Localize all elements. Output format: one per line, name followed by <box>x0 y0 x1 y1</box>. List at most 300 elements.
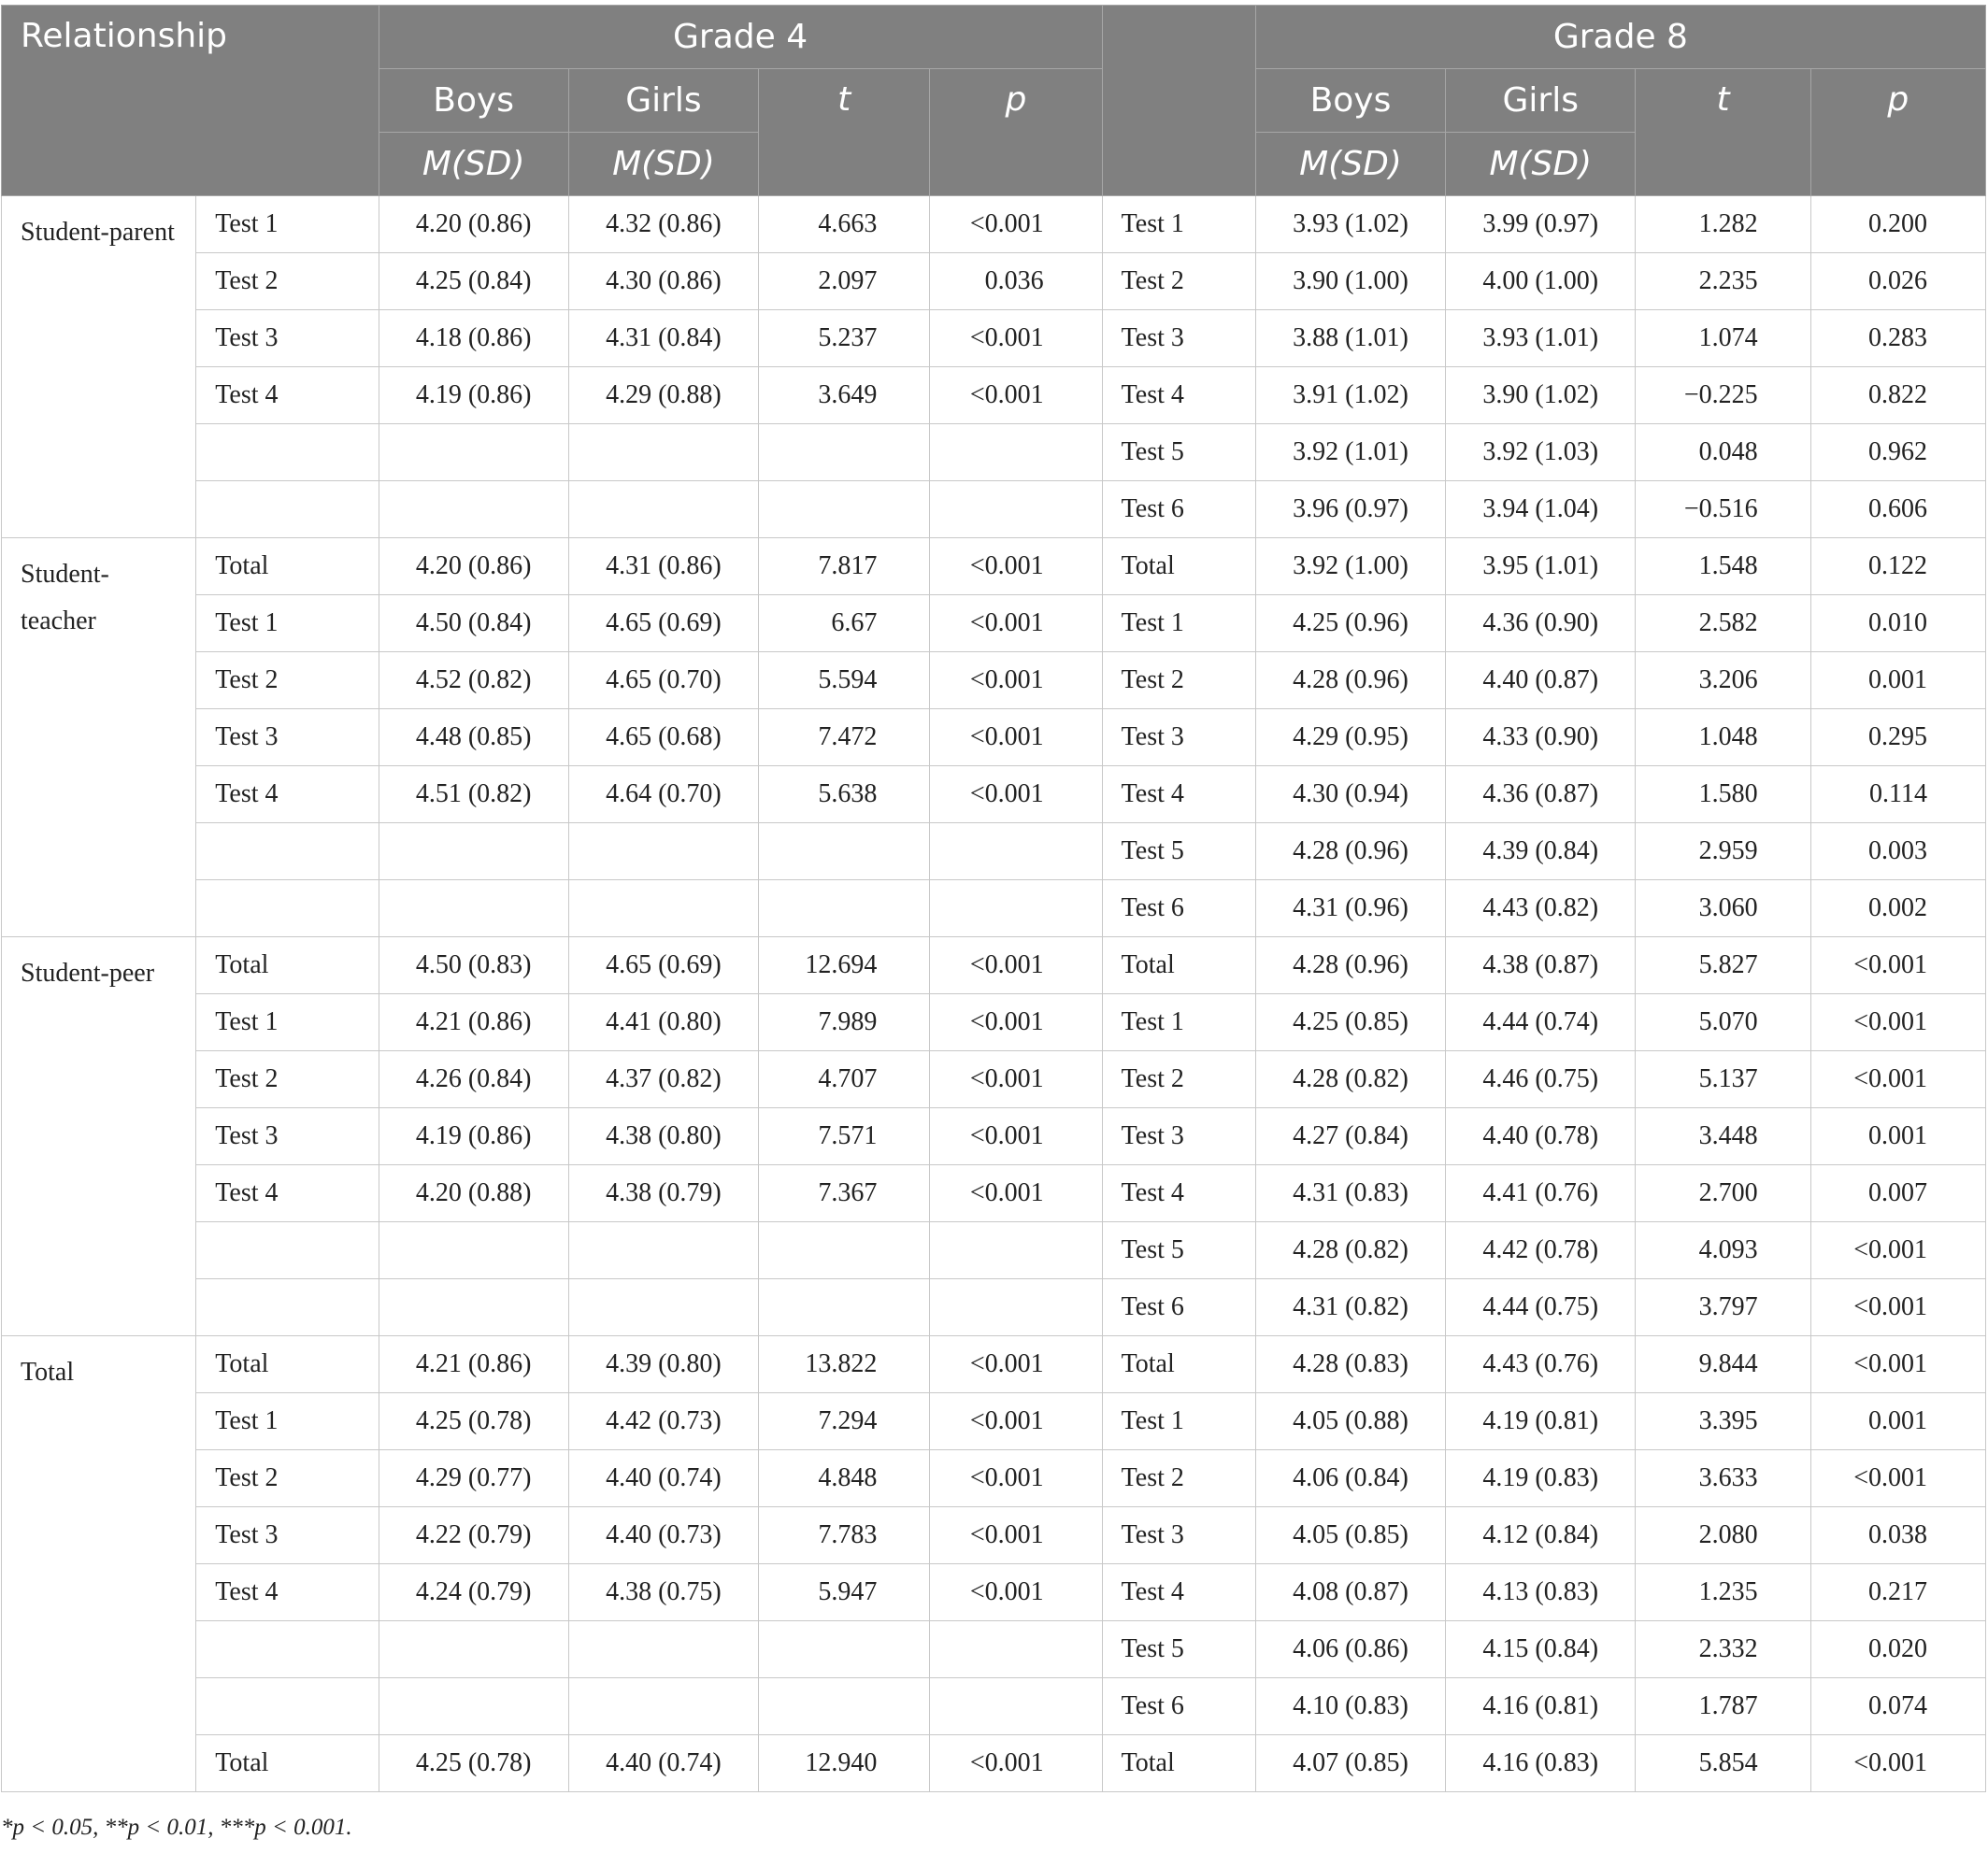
g4-p-cell: <0.001 <box>930 1051 1102 1108</box>
g8-t-cell: 3.206 <box>1636 652 1810 709</box>
g4-label-cell <box>196 424 379 481</box>
g4-boys-cell <box>379 1279 568 1336</box>
g8-p-cell: <0.001 <box>1810 1279 1985 1336</box>
g4-boys-cell: 4.19 (0.86) <box>379 1108 568 1165</box>
g8-p-cell: 0.010 <box>1810 595 1985 652</box>
g8-label-cell: Test 1 <box>1102 1393 1255 1450</box>
table-row <box>2 424 1986 481</box>
g4-label-cell: Test 2 <box>196 1450 379 1507</box>
g4-girls-cell <box>568 1621 758 1678</box>
g8-girls-cell: 3.90 (1.02) <box>1446 367 1636 424</box>
g4-p-cell <box>930 1222 1102 1279</box>
g4-p-cell: <0.001 <box>930 1165 1102 1222</box>
g4-label-cell: Total <box>196 937 379 994</box>
g8-p-cell: <0.001 <box>1810 937 1985 994</box>
g8-p-cell: 0.606 <box>1810 481 1985 538</box>
g8-label-cell: Test 3 <box>1102 310 1255 367</box>
g4-label-cell: Test 4 <box>196 766 379 823</box>
g8-label-cell: Total <box>1102 1735 1255 1792</box>
g8-t-cell: 3.633 <box>1636 1450 1810 1507</box>
g4-label-cell: Test 2 <box>196 253 379 310</box>
table-row <box>2 1108 1986 1165</box>
g4-label-cell <box>196 481 379 538</box>
g8-girls-cell: 3.92 (1.03) <box>1446 424 1636 481</box>
g4-t-cell <box>759 1279 930 1336</box>
g8-boys-cell: 3.96 (0.97) <box>1255 481 1445 538</box>
g4-t-cell: 5.594 <box>759 652 930 709</box>
results-table <box>1 5 1986 1792</box>
g4-t-cell: 4.707 <box>759 1051 930 1108</box>
g4-girls-msd-header: M(SD) <box>568 133 758 196</box>
table-row <box>2 595 1986 652</box>
g4-boys-cell <box>379 880 568 937</box>
table-row <box>2 196 1986 253</box>
g4-label-cell <box>196 1222 379 1279</box>
g8-label-cell: Test 6 <box>1102 1279 1255 1336</box>
g4-girls-cell <box>568 823 758 880</box>
g4-girls-cell: 4.32 (0.86) <box>568 196 758 253</box>
g8-t-cell: 2.700 <box>1636 1165 1810 1222</box>
g8-boys-cell: 3.92 (1.01) <box>1255 424 1445 481</box>
g8-girls-cell: 4.15 (0.84) <box>1446 1621 1636 1678</box>
g8-girls-cell: 4.39 (0.84) <box>1446 823 1636 880</box>
table-row <box>2 937 1986 994</box>
g8-label-cell: Total <box>1102 538 1255 595</box>
g4-p-cell: <0.001 <box>930 1507 1102 1564</box>
g8-t-cell: 0.048 <box>1636 424 1810 481</box>
g4-girls-header: Girls <box>568 69 758 133</box>
g8-girls-cell: 4.44 (0.74) <box>1446 994 1636 1051</box>
g4-t-cell: 6.67 <box>759 595 930 652</box>
g4-t-cell: 13.822 <box>759 1336 930 1393</box>
g8-label-cell: Test 1 <box>1102 196 1255 253</box>
grade4-header: Grade 4 <box>379 6 1102 69</box>
g4-t-cell: 5.638 <box>759 766 930 823</box>
g8-label-cell: Test 2 <box>1102 1450 1255 1507</box>
g4-boys-cell: 4.22 (0.79) <box>379 1507 568 1564</box>
g8-t-cell: 2.080 <box>1636 1507 1810 1564</box>
g4-girls-cell: 4.38 (0.80) <box>568 1108 758 1165</box>
g8-label-cell: Test 5 <box>1102 1621 1255 1678</box>
g8-p-cell: 0.003 <box>1810 823 1985 880</box>
g4-t-cell: 4.663 <box>759 196 930 253</box>
g4-label-cell: Test 2 <box>196 1051 379 1108</box>
table-row <box>2 310 1986 367</box>
g8-boys-cell: 4.10 (0.83) <box>1255 1678 1445 1735</box>
g8-boys-cell: 4.25 (0.85) <box>1255 994 1445 1051</box>
g4-label-cell <box>196 823 379 880</box>
g8-boys-cell: 4.31 (0.82) <box>1255 1279 1445 1336</box>
g8-girls-cell: 4.46 (0.75) <box>1446 1051 1636 1108</box>
g8-boys-cell: 4.06 (0.86) <box>1255 1621 1445 1678</box>
g8-t-cell: 5.827 <box>1636 937 1810 994</box>
g4-boys-cell: 4.21 (0.86) <box>379 994 568 1051</box>
grade8-header: Grade 8 <box>1255 6 1985 69</box>
g4-t-cell <box>759 1621 930 1678</box>
g8-t-cell: 1.548 <box>1636 538 1810 595</box>
g8-girls-cell: 3.94 (1.04) <box>1446 481 1636 538</box>
g4-boys-cell <box>379 1222 568 1279</box>
g8-label-cell: Test 6 <box>1102 481 1255 538</box>
table-row <box>2 994 1986 1051</box>
g8-p-cell: 0.200 <box>1810 196 1985 253</box>
g4-girls-cell <box>568 1222 758 1279</box>
g4-t-cell: 7.989 <box>759 994 930 1051</box>
relationship-header: Relationship <box>2 6 379 196</box>
g8-boys-cell: 4.31 (0.83) <box>1255 1165 1445 1222</box>
g4-t-cell <box>759 481 930 538</box>
g8-label-cell: Test 3 <box>1102 1507 1255 1564</box>
g8-girls-cell: 4.38 (0.87) <box>1446 937 1636 994</box>
g4-p-cell: <0.001 <box>930 1108 1102 1165</box>
g8-boys-cell: 4.30 (0.94) <box>1255 766 1445 823</box>
g4-p-cell <box>930 424 1102 481</box>
table-row <box>2 1621 1986 1678</box>
g8-label-cell: Test 2 <box>1102 253 1255 310</box>
g8-label-cell: Test 1 <box>1102 994 1255 1051</box>
g4-p-cell: <0.001 <box>930 1735 1102 1792</box>
g4-t-cell: 7.294 <box>759 1393 930 1450</box>
g8-t-cell: 3.060 <box>1636 880 1810 937</box>
g8-boys-cell: 4.27 (0.84) <box>1255 1108 1445 1165</box>
g8-p-cell: 0.114 <box>1810 766 1985 823</box>
table-row <box>2 1735 1986 1792</box>
g8-label-cell: Test 1 <box>1102 595 1255 652</box>
g4-p-cell: <0.001 <box>930 652 1102 709</box>
g8-girls-header: Girls <box>1446 69 1636 133</box>
g4-p-cell: <0.001 <box>930 367 1102 424</box>
g8-boys-cell: 3.92 (1.00) <box>1255 538 1445 595</box>
g8-boys-cell: 4.25 (0.96) <box>1255 595 1445 652</box>
table-row <box>2 709 1986 766</box>
g8-p-cell: 0.020 <box>1810 1621 1985 1678</box>
g8-p-cell: 0.074 <box>1810 1678 1985 1735</box>
table-row <box>2 253 1986 310</box>
g4-label-cell: Test 1 <box>196 196 379 253</box>
table-row <box>2 538 1986 595</box>
g4-girls-cell: 4.38 (0.79) <box>568 1165 758 1222</box>
g4-girls-cell: 4.29 (0.88) <box>568 367 758 424</box>
g4-p-cell: <0.001 <box>930 1450 1102 1507</box>
group-label: Student-teacher <box>2 538 196 937</box>
g4-boys-cell: 4.25 (0.78) <box>379 1393 568 1450</box>
g4-label-cell: Test 4 <box>196 1564 379 1621</box>
g8-t-cell: 1.235 <box>1636 1564 1810 1621</box>
g8-girls-cell: 4.40 (0.78) <box>1446 1108 1636 1165</box>
g8-label-cell: Test 6 <box>1102 880 1255 937</box>
g8-p-cell: 0.038 <box>1810 1507 1985 1564</box>
g4-p-cell: <0.001 <box>930 1336 1102 1393</box>
g4-p-cell: <0.001 <box>930 766 1102 823</box>
g8-girls-cell: 4.00 (1.00) <box>1446 253 1636 310</box>
g4-boys-msd-header: M(SD) <box>379 133 568 196</box>
g8-label-cell: Total <box>1102 937 1255 994</box>
g4-label-cell: Test 1 <box>196 595 379 652</box>
g4-girls-cell: 4.39 (0.80) <box>568 1336 758 1393</box>
g8-p-cell: <0.001 <box>1810 1450 1985 1507</box>
g4-boys-cell <box>379 481 568 538</box>
table-header <box>2 6 1986 196</box>
g4-p-cell <box>930 1621 1102 1678</box>
group-label: Student-peer <box>2 937 196 1336</box>
g4-girls-cell: 4.41 (0.80) <box>568 994 758 1051</box>
g4-girls-cell: 4.65 (0.69) <box>568 595 758 652</box>
g4-t-cell: 7.472 <box>759 709 930 766</box>
g8-t-cell: −0.516 <box>1636 481 1810 538</box>
footnote: *p < 0.05, **p < 0.01, ***p < 0.001. <box>1 1815 352 1840</box>
table-row <box>2 1678 1986 1735</box>
g4-p-cell: <0.001 <box>930 595 1102 652</box>
g4-label-cell: Total <box>196 538 379 595</box>
g4-p-cell: <0.001 <box>930 310 1102 367</box>
table-row <box>2 1564 1986 1621</box>
g8-label-cell: Test 6 <box>1102 1678 1255 1735</box>
g4-girls-cell: 4.40 (0.74) <box>568 1450 758 1507</box>
g8-girls-cell: 3.95 (1.01) <box>1446 538 1636 595</box>
table-row <box>2 1222 1986 1279</box>
g4-boys-cell: 4.25 (0.84) <box>379 253 568 310</box>
g4-t-cell: 7.367 <box>759 1165 930 1222</box>
g8-p-cell: 0.001 <box>1810 652 1985 709</box>
g4-p-cell: <0.001 <box>930 709 1102 766</box>
g8-p-cell: <0.001 <box>1810 994 1985 1051</box>
g4-p-cell <box>930 1678 1102 1735</box>
g4-boys-cell: 4.25 (0.78) <box>379 1735 568 1792</box>
g4-p-cell: 0.036 <box>930 253 1102 310</box>
g4-t-cell: 7.783 <box>759 1507 930 1564</box>
g8-girls-cell: 3.93 (1.01) <box>1446 310 1636 367</box>
table-row <box>2 367 1986 424</box>
g4-p-cell: <0.001 <box>930 994 1102 1051</box>
table-row <box>2 823 1986 880</box>
g4-girls-cell: 4.40 (0.74) <box>568 1735 758 1792</box>
g8-t-cell: 5.854 <box>1636 1735 1810 1792</box>
g8-girls-cell: 4.42 (0.78) <box>1446 1222 1636 1279</box>
g4-girls-cell: 4.30 (0.86) <box>568 253 758 310</box>
g4-label-cell <box>196 880 379 937</box>
g8-t-cell: 1.074 <box>1636 310 1810 367</box>
g8-t-cell: 1.787 <box>1636 1678 1810 1735</box>
g8-boys-cell: 3.91 (1.02) <box>1255 367 1445 424</box>
g8-girls-cell: 4.19 (0.81) <box>1446 1393 1636 1450</box>
g4-t-cell: 7.817 <box>759 538 930 595</box>
g4-t-cell <box>759 880 930 937</box>
g4-t-cell <box>759 424 930 481</box>
g4-boys-cell <box>379 1678 568 1735</box>
g8-p-cell: 0.295 <box>1810 709 1985 766</box>
g8-girls-cell: 4.36 (0.87) <box>1446 766 1636 823</box>
table-row <box>2 1051 1986 1108</box>
g8-boys-cell: 4.05 (0.88) <box>1255 1393 1445 1450</box>
g4-girls-cell: 4.31 (0.86) <box>568 538 758 595</box>
g4-t-header: t <box>759 69 930 196</box>
g8-label-cell: Test 4 <box>1102 1564 1255 1621</box>
g4-p-cell <box>930 1279 1102 1336</box>
g8-p-cell: 0.217 <box>1810 1564 1985 1621</box>
g8-p-cell: <0.001 <box>1810 1222 1985 1279</box>
group-label: Total <box>2 1336 196 1792</box>
g4-girls-cell <box>568 1279 758 1336</box>
g8-p-header: p <box>1810 69 1985 196</box>
g4-label-cell <box>196 1678 379 1735</box>
g4-label-cell: Test 2 <box>196 652 379 709</box>
g8-p-cell: 0.002 <box>1810 880 1985 937</box>
g4-boys-cell: 4.21 (0.86) <box>379 1336 568 1393</box>
g4-p-cell <box>930 823 1102 880</box>
g4-girls-cell: 4.64 (0.70) <box>568 766 758 823</box>
g4-boys-cell: 4.48 (0.85) <box>379 709 568 766</box>
g4-label-cell: Test 4 <box>196 1165 379 1222</box>
g8-label-cell: Test 3 <box>1102 709 1255 766</box>
g8-t-cell: 5.070 <box>1636 994 1810 1051</box>
table-row <box>2 880 1986 937</box>
g8-boys-cell: 4.28 (0.96) <box>1255 823 1445 880</box>
g8-girls-cell: 3.99 (0.97) <box>1446 196 1636 253</box>
g4-p-cell: <0.001 <box>930 196 1102 253</box>
g8-boys-cell: 4.28 (0.82) <box>1255 1222 1445 1279</box>
g4-label-cell: Test 3 <box>196 1108 379 1165</box>
g4-p-cell: <0.001 <box>930 1393 1102 1450</box>
g8-p-cell: 0.822 <box>1810 367 1985 424</box>
g4-girls-cell: 4.37 (0.82) <box>568 1051 758 1108</box>
g4-boys-cell: 4.26 (0.84) <box>379 1051 568 1108</box>
g8-p-cell: 0.026 <box>1810 253 1985 310</box>
g8-label-cell: Total <box>1102 1336 1255 1393</box>
g4-boys-cell: 4.51 (0.82) <box>379 766 568 823</box>
g8-label-cell: Test 5 <box>1102 1222 1255 1279</box>
g4-girls-cell: 4.65 (0.68) <box>568 709 758 766</box>
g4-boys-cell: 4.19 (0.86) <box>379 367 568 424</box>
g4-label-cell <box>196 1279 379 1336</box>
g8-p-cell: 0.122 <box>1810 538 1985 595</box>
g4-girls-cell: 4.38 (0.75) <box>568 1564 758 1621</box>
g8-boys-cell: 3.88 (1.01) <box>1255 310 1445 367</box>
g8-boys-cell: 4.31 (0.96) <box>1255 880 1445 937</box>
g4-label-cell: Test 3 <box>196 709 379 766</box>
g4-t-cell: 2.097 <box>759 253 930 310</box>
g4-label-cell: Total <box>196 1336 379 1393</box>
g4-boys-cell: 4.50 (0.84) <box>379 595 568 652</box>
g4-label-cell: Test 1 <box>196 994 379 1051</box>
table-row <box>2 1450 1986 1507</box>
g8-label-cell: Test 2 <box>1102 652 1255 709</box>
g4-t-cell: 5.237 <box>759 310 930 367</box>
g4-t-cell: 12.694 <box>759 937 930 994</box>
g4-boys-cell <box>379 424 568 481</box>
g4-girls-cell <box>568 880 758 937</box>
g4-boys-cell: 4.20 (0.86) <box>379 538 568 595</box>
g4-label-cell: Test 3 <box>196 1507 379 1564</box>
g8-boys-cell: 4.07 (0.85) <box>1255 1735 1445 1792</box>
table-row <box>2 1507 1986 1564</box>
table-row <box>2 481 1986 538</box>
g4-girls-cell <box>568 424 758 481</box>
g4-p-cell: <0.001 <box>930 937 1102 994</box>
g4-label-cell <box>196 1621 379 1678</box>
g8-girls-cell: 4.19 (0.83) <box>1446 1450 1636 1507</box>
g8-p-cell: 0.283 <box>1810 310 1985 367</box>
g8-girls-cell: 4.16 (0.83) <box>1446 1735 1636 1792</box>
g8-boys-cell: 4.28 (0.96) <box>1255 652 1445 709</box>
g4-p-cell: <0.001 <box>930 538 1102 595</box>
g8-girls-cell: 4.13 (0.83) <box>1446 1564 1636 1621</box>
g8-girls-cell: 4.44 (0.75) <box>1446 1279 1636 1336</box>
g4-girls-cell: 4.40 (0.73) <box>568 1507 758 1564</box>
table-row <box>2 1393 1986 1450</box>
g4-boys-cell: 4.20 (0.86) <box>379 196 568 253</box>
g8-label-cell: Test 4 <box>1102 367 1255 424</box>
g4-girls-cell: 4.31 (0.84) <box>568 310 758 367</box>
g4-t-cell: 12.940 <box>759 1735 930 1792</box>
g4-t-cell <box>759 1678 930 1735</box>
g8-t-cell: 2.332 <box>1636 1621 1810 1678</box>
g8-t-cell: 9.844 <box>1636 1336 1810 1393</box>
spacer-header <box>1102 6 1255 196</box>
table-body <box>2 196 1986 1792</box>
g4-t-cell: 7.571 <box>759 1108 930 1165</box>
g8-t-cell: 2.959 <box>1636 823 1810 880</box>
g4-girls-cell: 4.42 (0.73) <box>568 1393 758 1450</box>
g8-p-cell: 0.001 <box>1810 1108 1985 1165</box>
g8-t-cell: 4.093 <box>1636 1222 1810 1279</box>
g4-boys-cell <box>379 823 568 880</box>
g8-t-cell: 3.395 <box>1636 1393 1810 1450</box>
group-label: Student-parent <box>2 196 196 538</box>
g8-girls-cell: 4.43 (0.76) <box>1446 1336 1636 1393</box>
g8-boys-cell: 4.06 (0.84) <box>1255 1450 1445 1507</box>
g8-boys-cell: 4.28 (0.96) <box>1255 937 1445 994</box>
g4-p-cell: <0.001 <box>930 1564 1102 1621</box>
g8-label-cell: Test 5 <box>1102 823 1255 880</box>
g8-label-cell: Test 2 <box>1102 1051 1255 1108</box>
g4-boys-cell: 4.50 (0.83) <box>379 937 568 994</box>
g4-boys-cell: 4.24 (0.79) <box>379 1564 568 1621</box>
g8-girls-msd-header: M(SD) <box>1446 133 1636 196</box>
g4-boys-cell <box>379 1621 568 1678</box>
g8-boys-cell: 4.28 (0.83) <box>1255 1336 1445 1393</box>
g4-p-cell <box>930 481 1102 538</box>
g8-p-cell: 0.007 <box>1810 1165 1985 1222</box>
g8-t-cell: 1.282 <box>1636 196 1810 253</box>
g8-boys-cell: 4.08 (0.87) <box>1255 1564 1445 1621</box>
g4-t-cell <box>759 1222 930 1279</box>
g8-t-cell: 2.235 <box>1636 253 1810 310</box>
g4-label-cell: Test 1 <box>196 1393 379 1450</box>
g8-boys-header: Boys <box>1255 69 1445 133</box>
g8-t-cell: 3.448 <box>1636 1108 1810 1165</box>
g8-boys-cell: 3.93 (1.02) <box>1255 196 1445 253</box>
g8-label-cell: Test 4 <box>1102 1165 1255 1222</box>
g4-label-cell: Test 3 <box>196 310 379 367</box>
g8-girls-cell: 4.36 (0.90) <box>1446 595 1636 652</box>
table-row <box>2 1336 1986 1393</box>
g8-girls-cell: 4.12 (0.84) <box>1446 1507 1636 1564</box>
g8-p-cell: <0.001 <box>1810 1336 1985 1393</box>
g4-label-cell: Test 4 <box>196 367 379 424</box>
g8-t-cell: 3.797 <box>1636 1279 1810 1336</box>
g8-girls-cell: 4.16 (0.81) <box>1446 1678 1636 1735</box>
table-row <box>2 766 1986 823</box>
g8-girls-cell: 4.40 (0.87) <box>1446 652 1636 709</box>
g8-boys-cell: 4.05 (0.85) <box>1255 1507 1445 1564</box>
g4-boys-header: Boys <box>379 69 568 133</box>
g8-t-cell: 5.137 <box>1636 1051 1810 1108</box>
g8-girls-cell: 4.41 (0.76) <box>1446 1165 1636 1222</box>
g8-boys-cell: 4.28 (0.82) <box>1255 1051 1445 1108</box>
g8-boys-cell: 3.90 (1.00) <box>1255 253 1445 310</box>
g4-boys-cell: 4.20 (0.88) <box>379 1165 568 1222</box>
g8-label-cell: Test 4 <box>1102 766 1255 823</box>
